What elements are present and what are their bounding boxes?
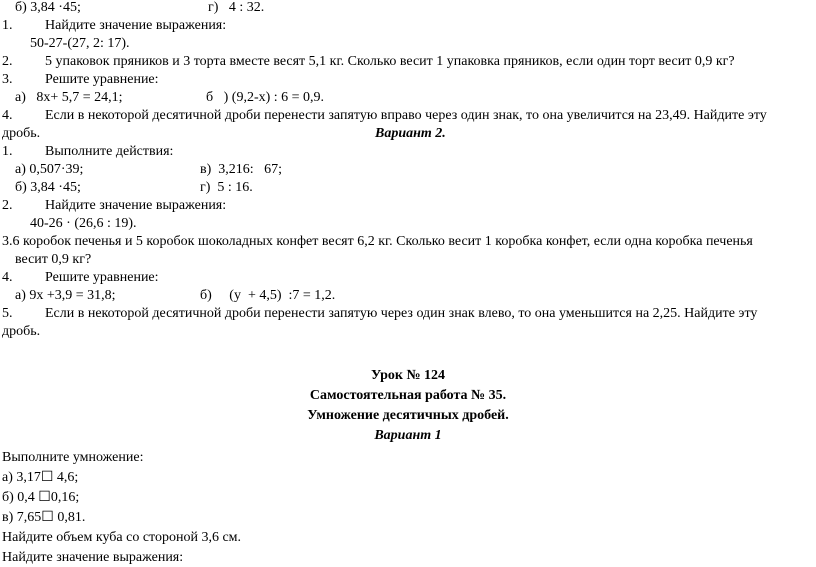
lesson-title: Урок № 124 (370, 368, 446, 383)
task-text: Если в некоторой десятичной дроби перенести запятую через один знак влево, то она уменьшится на 2,25. Найдите эту (45, 306, 758, 321)
task-text: Найдите объем куба со стороной 3,6 см. (2, 530, 242, 545)
equation-b: б) (y + 4,5) :7 = 1,2. (200, 288, 336, 303)
task-text: Решите уравнение: (45, 72, 159, 87)
variant-title: Вариант 2. (375, 126, 446, 141)
exercise-b: б) 3,84 ·45; (15, 0, 81, 15)
exercise-a: а) 3,17☐ 4,6; (2, 470, 79, 485)
task-number: 2. (2, 198, 13, 213)
task-text: Выполните действия: (45, 144, 174, 159)
exercise-g: г) 5 : 16. (200, 180, 253, 195)
task-number: 5. (2, 306, 13, 321)
exercise-b: б) 0,4 ☐0,16; (2, 490, 80, 505)
task-text-continued: дробь. (2, 126, 41, 141)
task-number: 4. (2, 108, 13, 123)
task-number: 4. (2, 270, 13, 285)
expression: 50-27-(27, 2: 17). (30, 36, 130, 51)
work-title: Самостоятельная работа № 35. (309, 388, 507, 403)
task-text: Найдите значение выражения: (45, 18, 227, 33)
task-text: Если в некоторой десятичной дроби перенести запятую вправо через один знак, то она увеличится на 23,49. Найдите эту (45, 108, 767, 123)
task-text: 5 упаковок пряников и 3 торта вместе весят 5,1 кг. Сколько весит 1 упаковка пряников, если один торт весит 0,9 кг? (45, 54, 735, 69)
task-number: 1. (2, 18, 13, 33)
task-number: 1. (2, 144, 13, 159)
exercise-a: а) 0,507·39; (15, 162, 84, 177)
task-text: Найдите значение выражения: (2, 550, 184, 565)
exercise-g: г) 4 : 32. (208, 0, 265, 15)
task-text: Решите уравнение: (45, 270, 159, 285)
task-text: 3.6 коробок печенья и 5 коробок шоколадных конфет весят 6,2 кг. Сколько весит 1 коробка конфет, если одна коробка печенья (2, 234, 753, 249)
equation-a: а) 9x +3,9 = 31,8; (15, 288, 116, 303)
expression: 40-26 · (26,6 : 19). (30, 216, 137, 231)
task-number: 2. (2, 54, 13, 69)
task-text-continued: дробь. (2, 324, 41, 339)
task-number: 3. (2, 72, 13, 87)
topic-title: Умножение десятичных дробей. (307, 408, 509, 423)
variant-title: Вариант 1 (374, 428, 442, 443)
equation-b: б ) (9,2-x) : 6 = 0,9. (206, 90, 325, 105)
task-text: Найдите значение выражения: (45, 198, 227, 213)
task-text: Выполните умножение: (2, 450, 144, 465)
exercise-v: в) 7,65☐ 0,81. (2, 510, 86, 525)
exercise-b: б) 3,84 ·45; (15, 180, 81, 195)
equation-a: а) 8x+ 5,7 = 24,1; (15, 90, 123, 105)
exercise-v: в) 3,216: 67; (200, 162, 283, 177)
task-text-continued: весит 0,9 кг? (15, 252, 92, 267)
